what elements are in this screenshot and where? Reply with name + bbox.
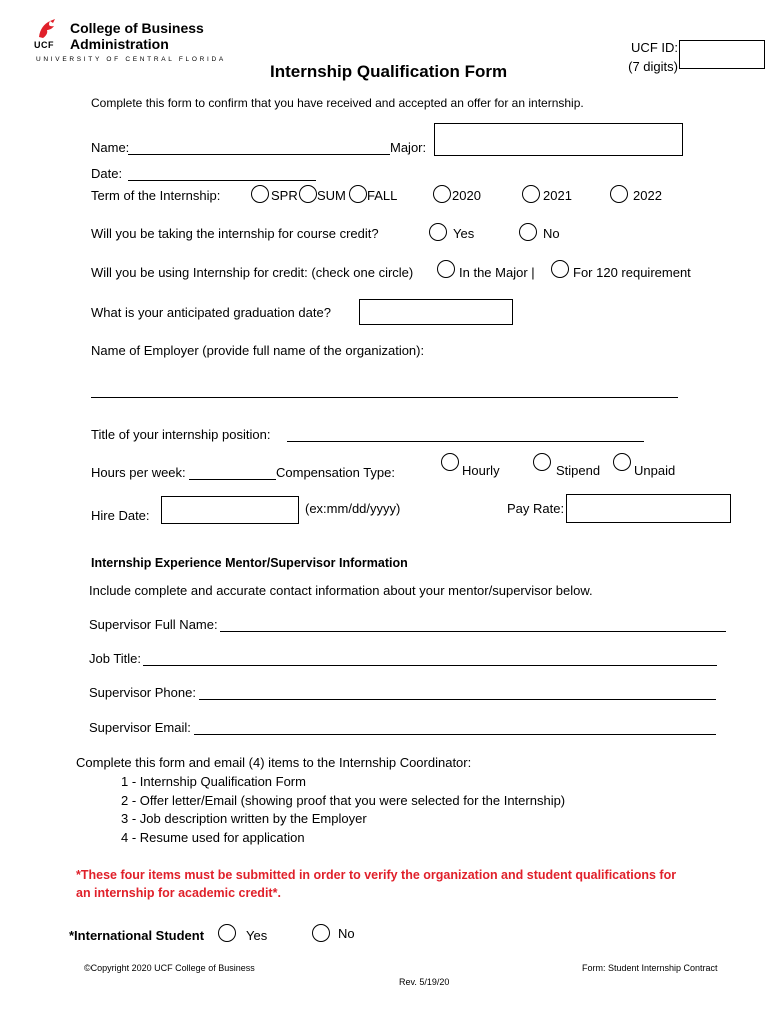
term-spr-label: SPR [271,188,298,203]
position-label: Title of your internship position: [91,427,271,442]
list-item: 3 - Job description written by the Employer [121,811,367,826]
compensation-hourly-radio[interactable] [441,453,459,471]
name-label: Name: [91,140,130,155]
compensation-label: Compensation Type: [276,465,395,480]
hours-input[interactable] [189,479,276,480]
compensation-unpaid-radio[interactable] [613,453,631,471]
year-2022-radio[interactable] [610,185,628,203]
college-name-line2: Administration [70,36,169,52]
major-input[interactable] [434,123,683,156]
submission-items-list [121,773,565,847]
revision-text: Rev. 5/19/20 [399,977,450,987]
ucf-id-hint: (7 digits) [628,59,678,74]
grad-date-question: What is your anticipated graduation date? [91,305,331,320]
year-2020-label: 2020 [452,188,481,203]
list-item: 1 - Internship Qualification Form [121,774,306,789]
employer-input[interactable] [91,397,678,398]
year-2021-label: 2021 [543,188,572,203]
supervisor-phone-input[interactable] [199,699,716,700]
pay-rate-input[interactable] [566,494,731,523]
form-name-text: Form: Student Internship Contract [582,963,718,973]
intro-text: Complete this form to confirm that you have received and accepted an offer for an internship. [91,96,584,110]
term-label: Term of the Internship: [91,188,221,203]
year-2020-radio[interactable] [433,185,451,203]
hire-date-label: Hire Date: [91,508,150,523]
credit-major-radio[interactable] [437,260,455,278]
notice-line-1: *These four items must be submitted in order to verify the organization and student qualifications for [76,868,677,882]
date-input[interactable] [128,180,316,181]
mentor-instruction: Include complete and accurate contact information about your mentor/supervisor below. [89,583,593,598]
supervisor-phone-label: Supervisor Phone: [89,685,196,700]
notice-line-2: an internship for academic credit*. [76,886,281,900]
list-item: 4 - Resume used for application [121,829,305,845]
compensation-stipend-label: Stipend [556,463,601,478]
ucf-id-label: UCF ID: [631,40,678,55]
job-title-input[interactable] [143,665,717,666]
major-label: Major: [390,140,427,155]
college-name-line1: College of Business [70,20,204,36]
copyright-text: ©Copyright 2020 UCF College of Business [84,963,255,973]
course-credit-no-label: No [543,226,560,241]
date-format-hint: (ex:mm/dd/yyyy) [305,501,401,516]
term-sum-radio[interactable] [299,185,317,203]
international-yes-radio[interactable] [218,924,236,942]
submission-instruction: Complete this form and email (4) items to the Internship Coordinator: [76,755,472,770]
hours-label: Hours per week: [91,465,186,480]
mentor-heading: Internship Experience Mentor/Supervisor Information [91,556,408,570]
compensation-stipend-radio[interactable] [533,453,551,471]
ucf-id-label-block [628,38,678,76]
grad-date-input[interactable] [359,299,513,325]
compensation-hourly-label: Hourly [462,463,500,478]
supervisor-email-label: Supervisor Email: [89,720,191,735]
term-fall-label: FALL [367,188,398,203]
position-input[interactable] [287,441,644,442]
international-no-label: No [338,926,355,941]
course-credit-yes-label: Yes [453,226,475,241]
supervisor-name-input[interactable] [220,631,726,632]
course-credit-no-radio[interactable] [519,223,537,241]
international-no-radio[interactable] [312,924,330,942]
credit-use-question: Will you be using Internship for credit: (check one circle) [91,265,414,280]
logo-mark-text: UCF [34,40,54,50]
compensation-unpaid-label: Unpaid [634,463,676,478]
job-title-label: Job Title: [89,651,142,666]
pegasus-icon [36,18,58,40]
ucf-id-input[interactable] [679,40,765,69]
credit-120-radio[interactable] [551,260,569,278]
supervisor-email-input[interactable] [194,734,716,735]
supervisor-name-label: Supervisor Full Name: [89,617,218,632]
pay-rate-label: Pay Rate: [507,501,565,516]
list-item: 2 - Offer letter/Email (showing proof that you were selected for the Internship) [121,792,566,808]
term-spr-radio[interactable] [251,185,269,203]
course-credit-yes-radio[interactable] [429,223,447,241]
university-name: UNIVERSITY OF CENTRAL FLORIDA [36,56,226,63]
international-student-label: *International Student [69,928,205,943]
credit-major-label: In the Major | [459,265,535,280]
name-input[interactable] [128,154,390,155]
term-sum-label: SUM [317,188,346,203]
term-fall-radio[interactable] [349,185,367,203]
year-2021-radio[interactable] [522,185,540,203]
course-credit-question: Will you be taking the internship for course credit? [91,226,379,241]
credit-120-label: For 120 requirement [573,265,691,280]
employer-label: Name of Employer (provide full name of the organization): [91,343,425,358]
date-label: Date: [91,166,123,181]
year-2022-label: 2022 [633,188,662,203]
international-yes-label: Yes [246,928,268,943]
hire-date-input[interactable] [161,496,299,524]
form-title: Internship Qualification Form [270,62,508,81]
